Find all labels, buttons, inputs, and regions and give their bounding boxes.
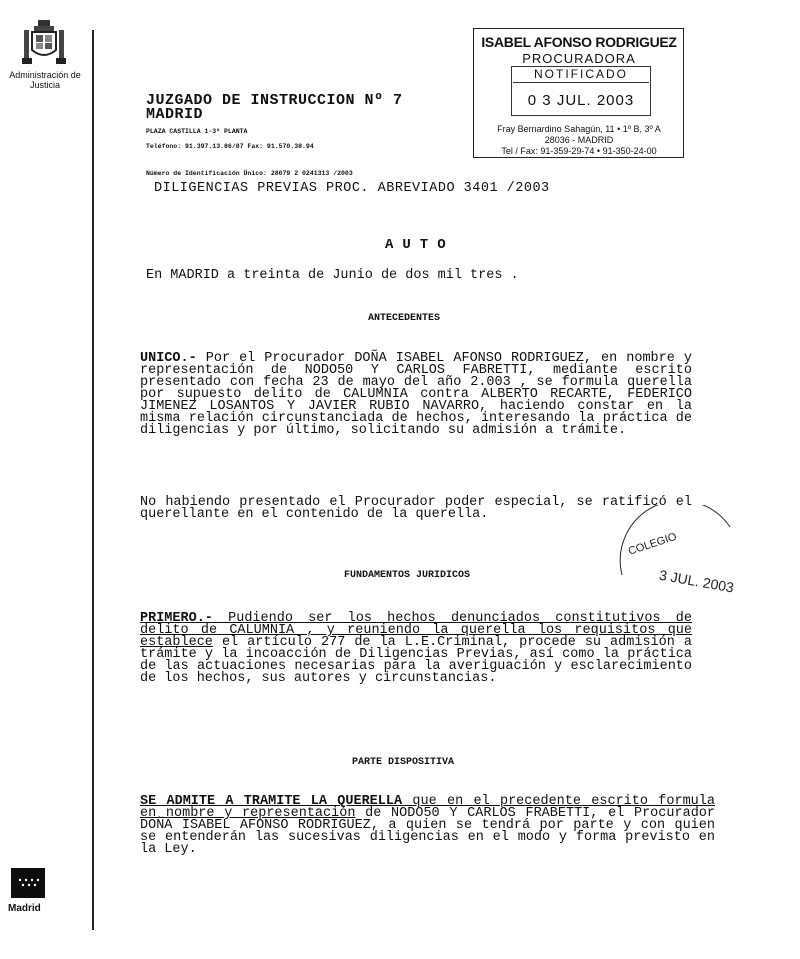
madrid-label: Madrid	[8, 903, 41, 914]
stamp-name: ISABEL AFONSO RODRIGUEZ	[481, 34, 677, 50]
document-title: AUTO	[385, 237, 455, 253]
round-stamp-date: 3 JUL. 2003	[657, 566, 736, 596]
section-heading-fundamentos: FUNDAMENTOS JURIDICOS	[344, 570, 471, 581]
paragraph-text: Por el Procurador DOÑA ISABEL AFONSO RODRIGUEZ, en nombre y representación de NODO50 Y CARLOS FABRETTI, mediante escrito presentado con fecha 23 de mayo del año 2.003 , se formula querella por supuesto delito de CALUMNIA contra ALBERTO RECARTE, FEDERICO JIMENEZ LOSANTOS Y JAVIER RUBIO NAVARRO, haciendo constar en la misma relación circunstanciada de hechos, interesando la práctica de diligencias y por último, solicitando su admisión a trámite.	[140, 351, 692, 438]
paragraph-lead: UNICO.-	[140, 351, 197, 366]
comunidad-de-madrid-logo-icon	[11, 868, 45, 898]
round-stamp-text: COLEGIO	[626, 530, 679, 558]
stamp-phone: Tel / Fax: 91-359-29-74 • 91-350-24-00	[501, 146, 657, 156]
stamp-role: PROCURADORA	[522, 51, 636, 66]
court-name: JUZGADO DE INSTRUCCION Nº 7	[146, 92, 403, 109]
paragraph-unico	[140, 353, 692, 437]
paragraph-underlined-text: que en el precedente escrito formula en nombre y representación	[140, 794, 715, 821]
court-phone: Teléfono: 91.397.13.86/87 Fax: 91.570.38.94	[146, 143, 314, 150]
court-address: PLAZA CASTILLA 1-3ª PLANTA	[146, 128, 248, 135]
stamp-address-2: 28036 - MADRID	[544, 135, 614, 145]
paragraph-lead: PRIMERO.-	[140, 611, 213, 626]
paragraph-admite	[140, 796, 715, 856]
section-heading-dispositiva: PARTE DISPOSITIVA	[352, 757, 455, 768]
notificado-date: 0 3 JUL. 2003	[527, 92, 635, 109]
paragraph-text: el artículo 277 de la L.E.Criminal, procede su admisión a trámite y la incoacción de Diligencias Previas, así como la práctica de las actuaciones necesarias para la averiguación y esclarecimiento de los hechos, sus autores y circunstancias.	[140, 635, 692, 686]
paragraph-lead: SE ADMITE A TRAMITE LA QUERELLA	[140, 794, 403, 809]
section-heading-antecedentes: ANTECEDENTES	[368, 313, 441, 324]
spanish-coat-of-arms-icon	[22, 18, 66, 68]
paragraph-ratification: No habiendo presentado el Procurador poder especial, se ratificó el querellante en el contenido de la querella.	[140, 495, 692, 522]
paragraph-primero	[140, 613, 692, 685]
round-notary-stamp-icon	[600, 505, 770, 615]
administracion-de-justicia-label: Administración de Justicia	[9, 70, 81, 90]
margin-rule	[92, 30, 94, 930]
date-line: En MADRID a treinta de Junio de dos mil tres .	[146, 268, 519, 283]
case-reference: DILIGENCIAS PREVIAS PROC. ABREVIADO 3401 /2003	[154, 181, 550, 196]
court-city: MADRID	[146, 106, 204, 123]
paragraph-text: de NODO50 Y CARLOS FRABETTI, el Procurador DOÑA ISABEL AFONSO RODRIGUEZ, a quien se tendrá por parte y con quien se entenderán las sucesivas diligencias en el modo y forma previsto en la Ley.	[140, 806, 715, 857]
stamp-address-1: Fray Bernardino Sahagún, 11 • 1º B, 3º A	[497, 124, 661, 134]
paragraph-underlined-text: Pudiendo ser los hechos denunciados constitutivos de delito de CALUMNIA , y reuniendo la querella los requisitos que establece	[140, 611, 692, 650]
notificado-label: NOTIFICADO	[513, 67, 649, 83]
identification-number: Número de Identificación Único: 28079 2 0241313 /2003	[146, 170, 353, 177]
